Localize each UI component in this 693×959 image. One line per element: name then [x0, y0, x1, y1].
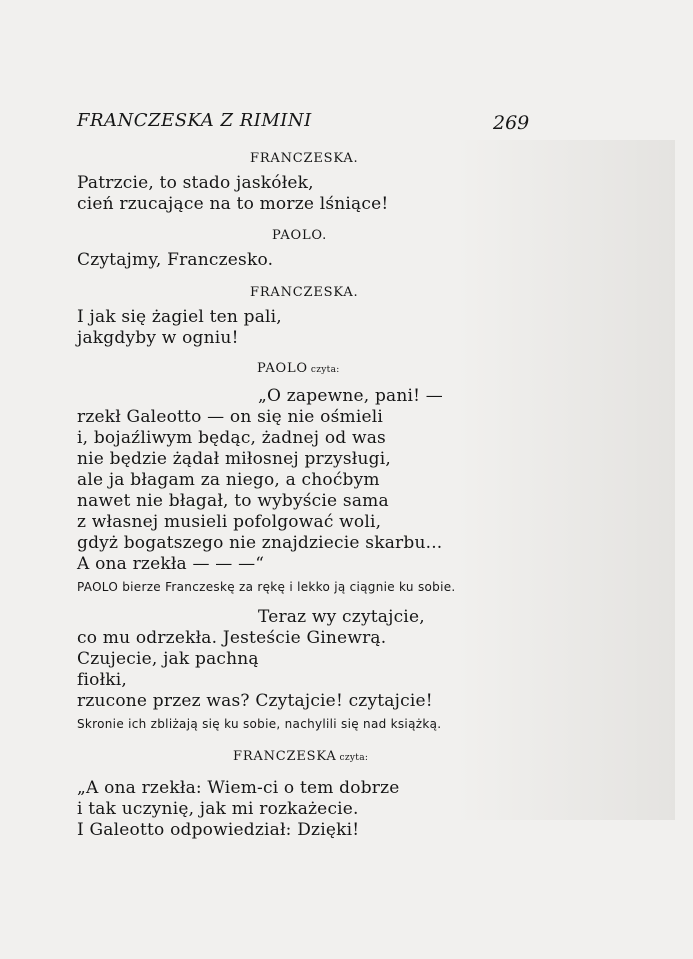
- verse-line: rzucone przez was? Czytajcie! czytajcie!: [77, 691, 433, 711]
- speaker-paolo: PAOLO.: [272, 228, 328, 243]
- verse-line: ale ja błagam za niego, a choćbym: [77, 470, 380, 490]
- verse-line: „A ona rzekła: Wiem-ci o tem dobrze: [77, 778, 400, 798]
- bleed-through-shadow: [455, 140, 675, 820]
- running-header-title: FRANCZESKA Z RIMINI: [77, 110, 312, 131]
- verse-line: Czytajmy, Franczesko.: [77, 250, 274, 270]
- verse-line: co mu odrzekła. Jesteście Ginewrą.: [77, 628, 387, 648]
- speaker-direction: czyta:: [339, 753, 369, 763]
- verse-line: A ona rzekła — — —“: [77, 554, 265, 574]
- verse-line: Patrzcie, to stado jaskółek,: [77, 173, 314, 193]
- verse-line: jakgdyby w ogniu!: [77, 328, 239, 348]
- verse-line: fiołki,: [77, 670, 128, 690]
- verse-line: gdyż bogatszego nie znajdziecie skarbu...: [77, 533, 443, 553]
- verse-line: z własnej musieli pofolgować woli,: [77, 512, 382, 532]
- verse-line: nawet nie błagał, to wybyście sama: [77, 491, 389, 511]
- speaker-franczeska-reads: [233, 749, 368, 764]
- verse-line: I jak się żagiel ten pali,: [77, 307, 282, 327]
- verse-line: rzekł Galeotto — on się nie ośmieli: [77, 407, 384, 427]
- verse-line: Czujecie, jak pachną: [77, 649, 259, 669]
- stage-direction: PAOLO bierze Franczeskę za rękę i lekko ją ciągnie ku sobie.: [77, 580, 456, 594]
- verse-line: „O zapewne, pani! —: [258, 386, 443, 406]
- speaker-name: FRANCZESKA: [233, 749, 337, 764]
- speaker-direction: czyta:: [310, 365, 340, 375]
- speaker-franczeska: FRANCZESKA.: [250, 151, 359, 166]
- verse-line: nie będzie żądał miłosnej przysługi,: [77, 449, 391, 469]
- stage-direction: Skronie ich zbliżają się ku sobie, nachylili się nad książką.: [77, 717, 442, 731]
- verse-line: i, bojaźliwym będąc, żadnej od was: [77, 428, 386, 448]
- speaker-name: PAOLO: [257, 361, 308, 376]
- verse-line: I Galeotto odpowiedział: Dzięki!: [77, 820, 360, 840]
- page-number: 269: [493, 112, 530, 134]
- speaker-paolo-reads: [257, 361, 340, 376]
- speaker-franczeska: FRANCZESKA.: [250, 285, 359, 300]
- verse-line: Teraz wy czytajcie,: [258, 607, 425, 627]
- verse-line: cień rzucające na to morze lśniące!: [77, 194, 389, 214]
- verse-line: i tak uczynię, jak mi rozkażecie.: [77, 799, 359, 819]
